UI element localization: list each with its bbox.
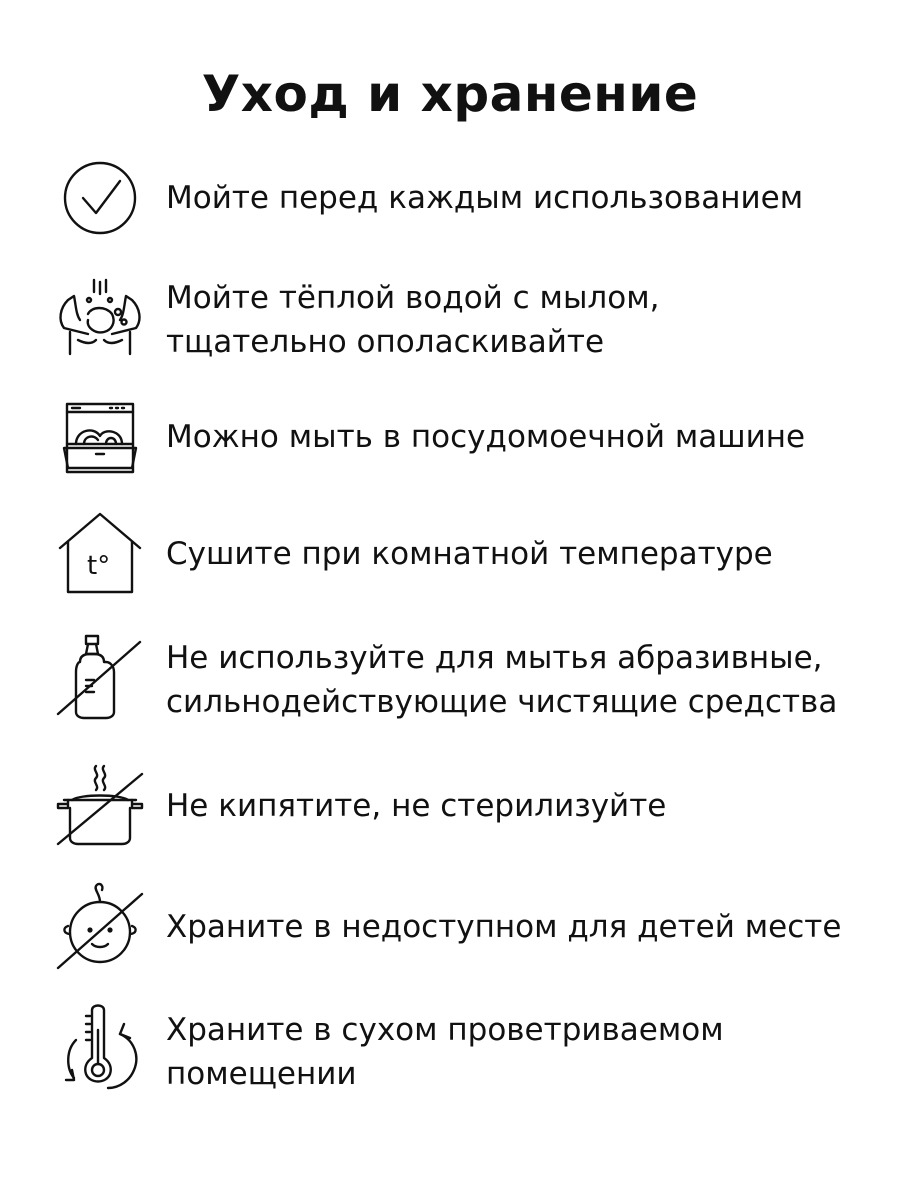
care-item-text: Храните в сухом проветриваемом помещении: [166, 1012, 724, 1092]
dry-ventilated-thermometer-icon: [50, 1000, 150, 1100]
temperature-label: t°: [87, 551, 111, 581]
care-item-text: Можно мыть в посудомоечной машине: [166, 419, 806, 455]
no-boiling-pot-icon: [50, 762, 150, 862]
care-item-text: Не кипятите, не стерилизуйте: [166, 788, 667, 824]
house-temperature-icon: [50, 504, 150, 604]
care-item-text: Не используйте для мытья абразивные, сильнодействующие чистящие средства: [166, 640, 838, 720]
child-crossed-icon: [50, 878, 150, 978]
checkmark-circle-icon: [50, 148, 150, 248]
page-title: Уход и хранение: [201, 65, 699, 123]
no-abrasive-cleaner-icon: [50, 628, 150, 728]
care-item-text: Храните в недоступном для детей месте: [166, 909, 842, 945]
care-item-text: Сушите при комнатной температуре: [166, 536, 773, 572]
dishwasher-icon: [50, 388, 150, 488]
care-item-text: Мойте тёплой водой с мылом, тщательно ополаскивайте: [166, 280, 660, 360]
hand-washing-icon: [50, 270, 150, 370]
care-item-text: Мойте перед каждым использованием: [166, 180, 804, 216]
